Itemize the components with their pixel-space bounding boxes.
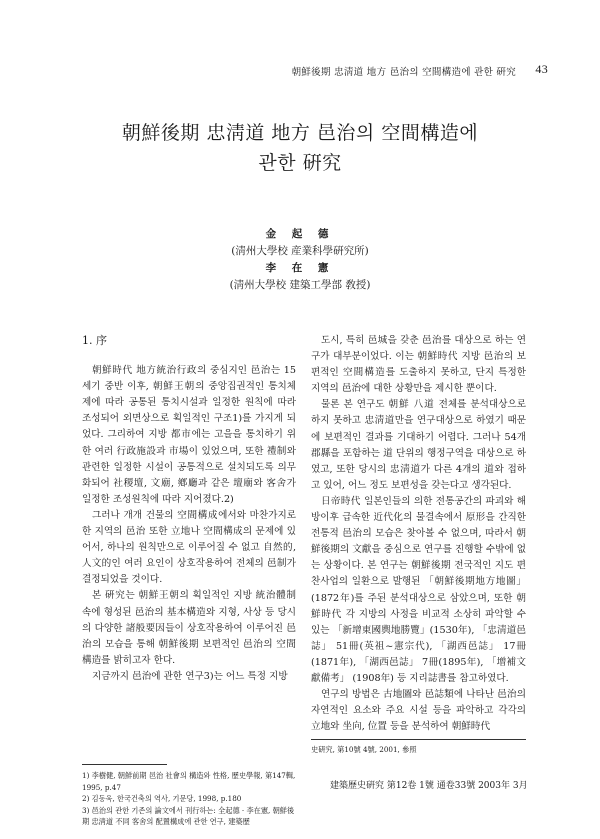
footnotes [82,770,296,828]
paragraph: 연구의 방법은 古地圖와 邑誌類에 나타난 邑治의 자연적인 요소와 주요 시설 등을 파악하고 각각의 立地와 坐向, 位置 등을 분석하여 朝鮮時代 [311,689,526,733]
footnote-3: 3) 邑治의 관한 기존의 論文에서 刊行하는: 全起德 · 李在憲, 朝鮮後期 忠淸道 不同 客舍의 配置構成에 관한 연구, 建築歷 [82,805,295,826]
author-block [0,226,600,294]
left-column [82,333,296,685]
footnote-rule-left [82,764,167,765]
author-1-affiliation: (淸州大學校 産業科學硏究所) [231,245,369,257]
author-1-name: 金 起 德 [265,228,335,240]
title-line-2: 관한 硏究 [258,152,342,174]
paragraph: 물론 본 연구도 朝鮮 八道 전체를 분석대상으로 하지 못하고 忠淸道만을 연구대상으로 하였기 때문에 보편적인 결과를 기대하기 어렵다. 그러나 54개 郡縣을 포함하는 道 단위의 행정구역을 대상으로 하였고, 또한 당시의 忠淸道가 다른 4개의 道와 접하고 있어, 어느 정도 보편성을 갖는다고 생각된다. [311,399,526,491]
author-2-affiliation: (淸州大學校 建築工學部 敎授) [229,279,371,291]
running-header [0,62,548,78]
section-heading: 1. 序 [82,334,107,347]
footnote-2: 2) 김동욱, 한국건축의 역사, 기문당, 1998, p.180 [82,794,242,803]
footnote-rule-right [311,739,526,740]
paragraph: 도시, 특히 邑城을 갖춘 邑治를 대상으로 하는 연구가 대부분이었다. 이는 朝鮮時代 지방 邑治의 보편적인 空間構造를 도출하지 못하고, 단지 특정한 지역의 邑治에 대한 상황만을 제시한 뿐이다. [311,335,526,395]
paper-title [0,118,600,178]
footnote-1: 1) 李樹健, 朝鮮前期 邑治 社會의 構造와 性格, 歷史學報, 第147輯, 1995, p.47 [82,771,296,792]
author-2-name: 李 在 憲 [265,262,335,274]
paragraph: 朝鮮時代 地方統治行政의 중심지인 邑治는 15세기 중반 이후, 朝鮮王朝의 중앙집권적인 통치체제에 따라 공통된 통치시설과 일정한 원칙에 따라 조성되어 외면상으로 획일적인 구조1)를 가지게 되었다. 그리하여 지방 都市에는 고을을 통치하기 위한 여러 行政施設과 市場이 있었으며, 또한 禮制와 관련한 일정한 시설이 공통적으로 설치되도록 의무화되어 社稷壇, 文廟, 鄕廳과 같은 壇廟와 客舍가 일정한 조성원칙에 따라 지어졌다.2) [82,365,296,505]
journal-footer: 建築歷史硏究 第12卷 1號 通卷33號 2003年 3月 [330,781,528,791]
title-line-1: 朝鮮後期 忠淸道 地方 邑治의 空間構造에 [121,122,479,144]
right-column [311,333,526,735]
paragraph: 본 硏究는 朝鮮王朝의 획일적인 지방 統治體制 속에 형성된 邑治의 基本構造와 지형, 사상 등 당시의 다양한 諸般要因들이 상호작용하여 이루어진 邑治의 모습을 통해 朝鮮後期 보편적인 邑治의 空間構造를 밝히고자 한다. [82,590,296,666]
footnote-continued: 史硏究, 第10號 4號, 2001, 參照 [311,745,417,754]
paragraph: 지금까지 邑治에 관한 연구3)는 어느 특정 지방 [92,670,288,682]
page-number: 43 [535,62,548,76]
paragraph: 그러나 개개 건물의 空間構成에서와 마찬가지로 한 지역의 邑治 또한 立地나 空間構成의 문제에 있어서, 하나의 원칙만으로 이루어질 수 없고 自然的, 人文的인 여러 요인이 상호작용하여 전체의 邑制가 결정되었을 것이다. [82,509,296,586]
running-header-text: 朝鮮後期 忠淸道 地方 邑治의 空間構造에 관한 硏究 [291,67,516,78]
paragraph: 日帝時代 일본인들의 의한 전통공간의 파괴와 해방이후 급속한 近代化의 물결속에서 原形을 간직한 전통적 邑治의 모습은 찾아볼 수 없으며, 따라서 朝鮮後期의 文獻을 중심으로 연구를 진행할 수밖에 없는 상황이다. 본 연구는 朝鮮後期 전국적인 지도 편찬사업의 일환으로 발행된 「朝鮮後期地方地圖」(1872年)를 주된 분석대상으로 삼았으며, 또한 朝鮮時代 각 지방의 사정을 비교적 소상히 파악할 수 있는 「新增東國輿地勝覽」(1530年), 「忠淸道邑誌」 51冊(英祖~憲宗代), 「湖西邑誌」 17冊(1871年), 「湖西邑誌」 7冊(1895年), 「增補文獻備考」 (1908年) 등 지리誌書를 참고하였다. [311,495,526,684]
